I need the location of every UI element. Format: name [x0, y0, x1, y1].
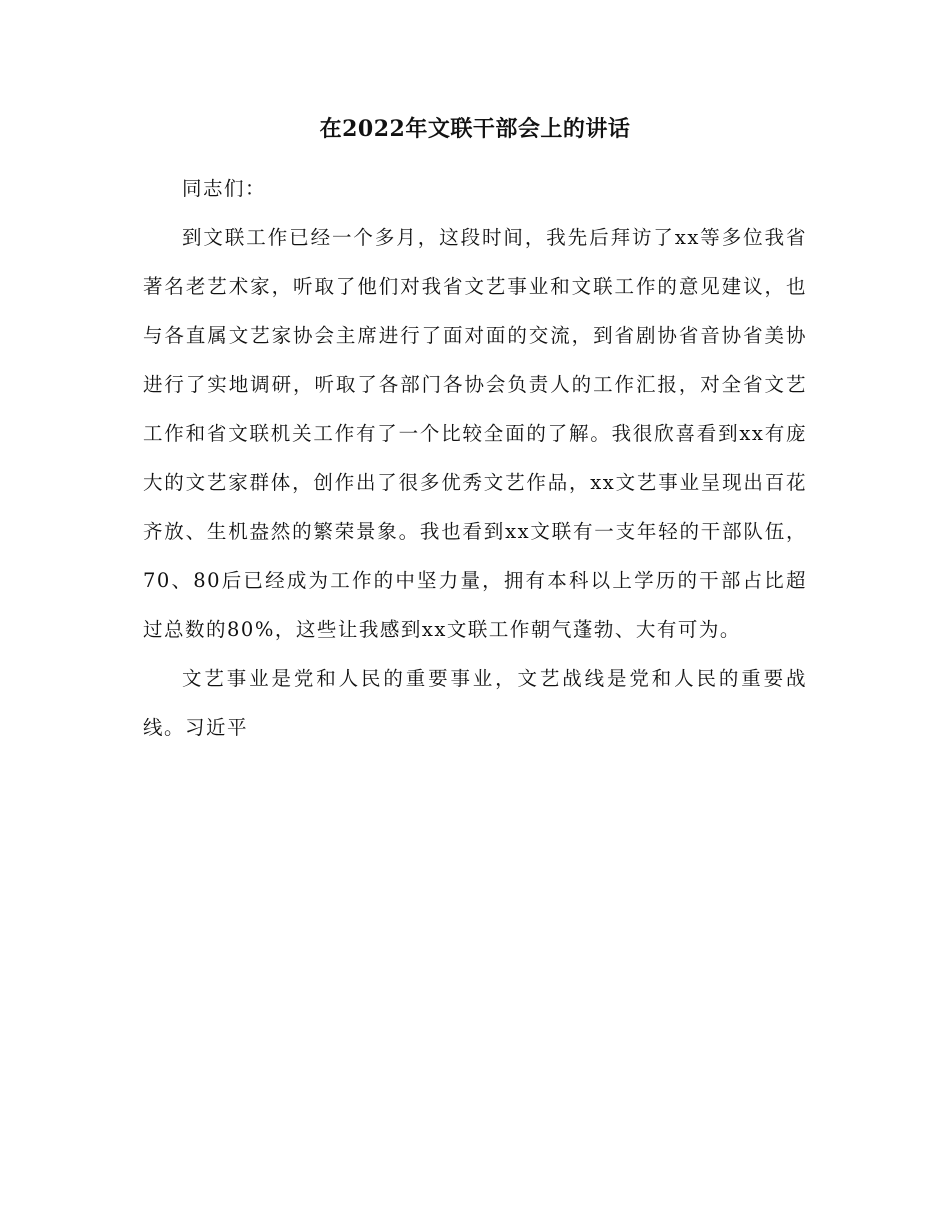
document-title: 在2022年文联干部会上的讲话 — [319, 116, 631, 142]
salutation: 同志们： — [182, 177, 267, 200]
paragraph: 到文联工作已经一个多月，这段时间，我先后拜访了xx等多位我省著名老艺术家，听取了他们对我省文艺事业和文联工作的意见建议，也与各直属文艺家协会主席进行了面对面的交流，到省剧协省音协省美协进行了实地调研，听取了各部门各协会负责人的工作汇报，对全省文艺工作和省文联机关工作有了一个比较全面的了解。我很欣喜看到xx有庞大的文艺家群体，创作出了很多优秀文艺作品，xx文艺事业呈现出百花齐放、生机盎然的繁荣景象。我也看到xx文联有一支年轻的干部队伍，70、80后已经成为工作的中坚力量，拥有本科以上学历的干部占比超过总数的80%，这些让我感到xx文联工作朝气蓬勃、大有可为。 — [143, 226, 807, 641]
paragraph: 文艺事业是党和人民的重要事业，文艺战线是党和人民的重要战线。习近平 — [143, 667, 807, 739]
document-body — [143, 164, 807, 752]
